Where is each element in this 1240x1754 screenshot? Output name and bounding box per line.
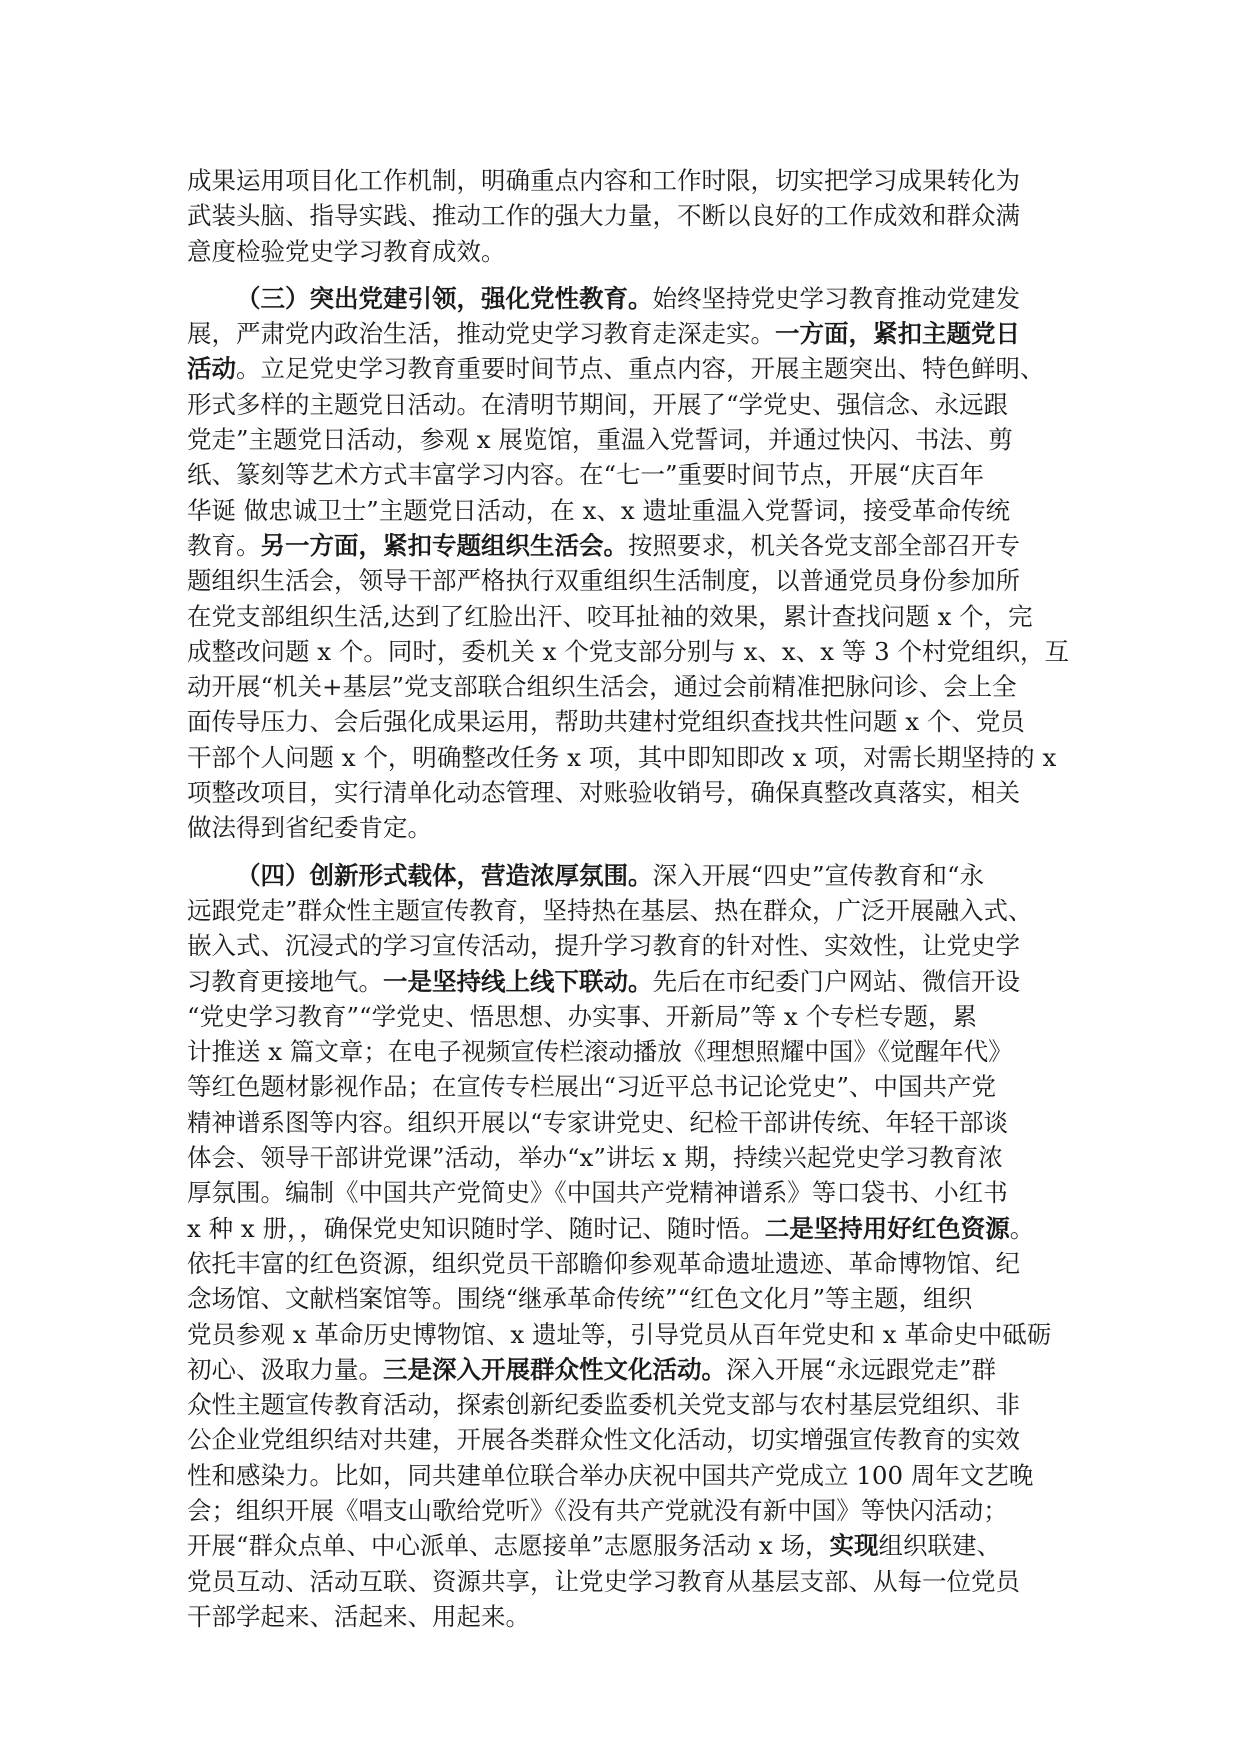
bold-run: 实现 bbox=[829, 1531, 879, 1561]
text-run: 初心、汲取力量。 bbox=[187, 1354, 383, 1384]
text-run: 先后在市纪委门户网站、微信开设 bbox=[652, 966, 1020, 996]
text-line bbox=[187, 1175, 1053, 1210]
text-run: 公企业党组织结对共建，开展各类群众性文化活动，切实增强宣传教育的实效 bbox=[187, 1425, 1020, 1455]
text-line bbox=[187, 422, 1053, 457]
text-line bbox=[187, 1211, 1053, 1246]
text-line bbox=[187, 999, 1053, 1034]
text-line bbox=[187, 163, 1053, 198]
text-line bbox=[187, 928, 1053, 963]
text-line bbox=[187, 1422, 1053, 1457]
text-run: 面传导压力、会后强化成果运用，帮助共建村党组织查找共性问题 x 个、党员 bbox=[187, 707, 1025, 737]
text-run: 精神谱系图等内容。组织开展以“专家讲党史、纪检干部讲传统、年轻干部谈 bbox=[187, 1107, 1009, 1137]
text-run: 题组织生活会，领导干部严格执行双重组织生活制度，以普通党员身份参加所 bbox=[187, 566, 1020, 596]
text-run: 按照要求，机关各党支部全部召开专 bbox=[628, 530, 1020, 560]
text-line bbox=[187, 493, 1053, 528]
text-line bbox=[187, 281, 1053, 316]
text-run: 动开展“机关+基层”党支部联合组织生活会，通过会前精准把脉问诊、会上全 bbox=[187, 672, 1017, 702]
text-line bbox=[187, 1105, 1053, 1140]
bold-run: 一是坚持线上线下联动。 bbox=[383, 966, 653, 996]
text-run: 深入开展“四史”宣传教育和“永 bbox=[652, 860, 985, 890]
text-run: 始终坚持党史学习教育推动党建发 bbox=[652, 283, 1020, 313]
text-run: 厚氛围。编制《中国共产党简史》《中国共产党精神谱系》等口袋书、小红书 bbox=[187, 1178, 1008, 1208]
text-run: 党员互动、活动互联、资源共享，让党史学习教育从基层支部、从每一位党员 bbox=[187, 1566, 1020, 1596]
paragraph bbox=[187, 858, 1053, 1635]
bold-run: （三）突出党建引领，强化党性教育。 bbox=[236, 283, 653, 313]
bold-run: 一方面，紧扣主题党日 bbox=[775, 319, 1020, 349]
text-run: 党走”主题党日活动，参观 x 展览馆，重温入党誓词，并通过快闪、书法、剪 bbox=[187, 425, 1013, 455]
text-line bbox=[187, 563, 1053, 598]
text-line bbox=[187, 775, 1053, 810]
text-run: 纸、篆刻等艺术方式丰富学习内容。在“七一”重要时间节点，开展“庆百年 bbox=[187, 460, 985, 490]
text-line bbox=[187, 599, 1053, 634]
text-run: 习教育更接地气。 bbox=[187, 966, 383, 996]
text-run: 性和感染力。比如，同共建单位联合举办庆祝中国共产党成立 100 周年文艺晚 bbox=[187, 1460, 1034, 1490]
text-line bbox=[187, 316, 1053, 351]
text-line bbox=[187, 1458, 1053, 1493]
text-line bbox=[187, 669, 1053, 704]
text-line bbox=[187, 351, 1053, 386]
text-run: 在党支部组织生活,达到了红脸出汗、咬耳扯袖的效果，累计查找问题 x 个，完 bbox=[187, 601, 1033, 631]
text-line bbox=[187, 964, 1053, 999]
text-line bbox=[187, 704, 1053, 739]
text-run: “党史学习教育”“学党史、悟思想、办实事、开新局”等 x 个专栏专题，累 bbox=[187, 1001, 977, 1031]
text-run: 开展“群众点单、中心派单、志愿接单”志愿服务活动 x 场， bbox=[187, 1531, 830, 1561]
text-run: 展，严肃党内政治生活，推动党史学习教育走深走实。 bbox=[187, 319, 775, 349]
text-run: 形式多样的主题党日活动。在清明节期间，开展了“学党史、强信念、永远跟 bbox=[187, 389, 1009, 419]
text-run: 干部学起来、活起来、用起来。 bbox=[187, 1601, 530, 1631]
bold-run: 活动 bbox=[187, 354, 236, 384]
text-run: 做法得到省纪委肯定。 bbox=[187, 813, 432, 843]
text-line bbox=[187, 1564, 1053, 1599]
text-line bbox=[187, 234, 1053, 269]
text-line bbox=[187, 1599, 1053, 1634]
text-line bbox=[187, 1528, 1053, 1563]
text-line bbox=[187, 893, 1053, 928]
text-line bbox=[187, 387, 1053, 422]
text-run: 党员参观 x 革命历史博物馆、x 遗址等，引导党员从百年党史和 x 革命史中砥砺 bbox=[187, 1319, 1052, 1349]
text-run: x 种 x 册，，确保党史知识随时学、随时记、随时悟。 bbox=[187, 1213, 765, 1243]
text-run: 干部个人问题 x 个，明确整改任务 x 项，其中即知即改 x 项，对需长期坚持的 x bbox=[187, 742, 1057, 772]
text-line bbox=[187, 1034, 1053, 1069]
text-run: 计推送 x 篇文章；在电子视频宣传栏滚动播放《理想照耀中国》《觉醒年代》 bbox=[187, 1037, 1013, 1067]
text-line bbox=[187, 858, 1053, 893]
text-line bbox=[187, 1246, 1053, 1281]
text-run: 依托丰富的红色资源，组织党员干部瞻仰参观革命遗址遗迹、革命博物馆、纪 bbox=[187, 1248, 1020, 1278]
text-run: 会；组织开展《唱支山歌给党听》《没有共产党就没有新中国》等快闪活动； bbox=[187, 1495, 1008, 1525]
text-line bbox=[187, 1387, 1053, 1422]
text-line bbox=[187, 1140, 1053, 1175]
paragraph bbox=[187, 281, 1069, 846]
text-run: 远跟党走”群众性主题宣传教育，坚持热在基层、热在群众，广泛开展融入式、 bbox=[187, 895, 1033, 925]
text-line bbox=[187, 457, 1053, 492]
text-run: 众性主题宣传教育活动，探索创新纪委监委机关党支部与农村基层党组织、非 bbox=[187, 1390, 1020, 1420]
text-run: 。立足党史学习教育重要时间节点、重点内容，开展主题突出、特色鲜明、 bbox=[236, 354, 1045, 384]
text-run: 深入开展“永远跟党走”群 bbox=[726, 1354, 997, 1384]
text-run: 武装头脑、指导实践、推动工作的强大力量，不断以良好的工作成效和群众满 bbox=[187, 201, 1020, 231]
text-run: 组织联建、 bbox=[878, 1531, 1001, 1561]
text-line bbox=[187, 528, 1053, 563]
text-line bbox=[187, 634, 1069, 669]
document-body bbox=[187, 163, 1069, 1634]
text-run: 体会、领导干部讲党课”活动，举办“x”讲坛 x 期，持续兴起党史学习教育浓 bbox=[187, 1143, 1003, 1173]
text-run: 。 bbox=[1009, 1213, 1035, 1243]
text-line bbox=[187, 1352, 1053, 1387]
bold-run: （四）创新形式载体，营造浓厚氛围。 bbox=[236, 860, 653, 890]
text-line bbox=[187, 1069, 1053, 1104]
bold-run: 三是深入开展群众性文化活动。 bbox=[383, 1354, 726, 1384]
text-line bbox=[187, 198, 1053, 233]
bold-run: 二是坚持用好红色资源 bbox=[764, 1213, 1010, 1243]
text-run: 成果运用项目化工作机制，明确重点内容和工作时限，切实把学习成果转化为 bbox=[187, 166, 1020, 195]
text-line bbox=[187, 1281, 1053, 1316]
text-run: 嵌入式、沉浸式的学习宣传活动，提升学习教育的针对性、实效性，让党史学 bbox=[187, 931, 1020, 961]
paragraph bbox=[187, 163, 1053, 269]
text-line bbox=[187, 740, 1057, 775]
text-line bbox=[187, 1493, 1053, 1528]
text-line bbox=[187, 1317, 1053, 1352]
text-run: 成整改问题 x 个。同时，委机关 x 个党支部分别与 x、x、x 等 3 个村党组织，互 bbox=[187, 636, 1069, 666]
text-run: 华诞 做忠诚卫士”主题党日活动，在 x、x 遗址重温入党誓词，接受革命传统 bbox=[187, 495, 1011, 525]
text-run: 意度检验党史学习教育成效。 bbox=[187, 236, 506, 266]
text-line bbox=[187, 810, 1053, 845]
bold-run: 另一方面，紧扣专题组织生活会。 bbox=[260, 530, 628, 560]
text-run: 念场馆、文献档案馆等。围绕“继承革命传统”“红色文化月”等主题，组织 bbox=[187, 1284, 973, 1314]
text-run: 项整改项目，实行清单化动态管理、对账验收销号，确保真整改真落实，相关 bbox=[187, 778, 1020, 808]
text-run: 教育。 bbox=[187, 530, 261, 560]
text-run: 等红色题材影视作品；在宣传专栏展出“习近平总书记论党史”、中国共产党 bbox=[187, 1072, 997, 1102]
